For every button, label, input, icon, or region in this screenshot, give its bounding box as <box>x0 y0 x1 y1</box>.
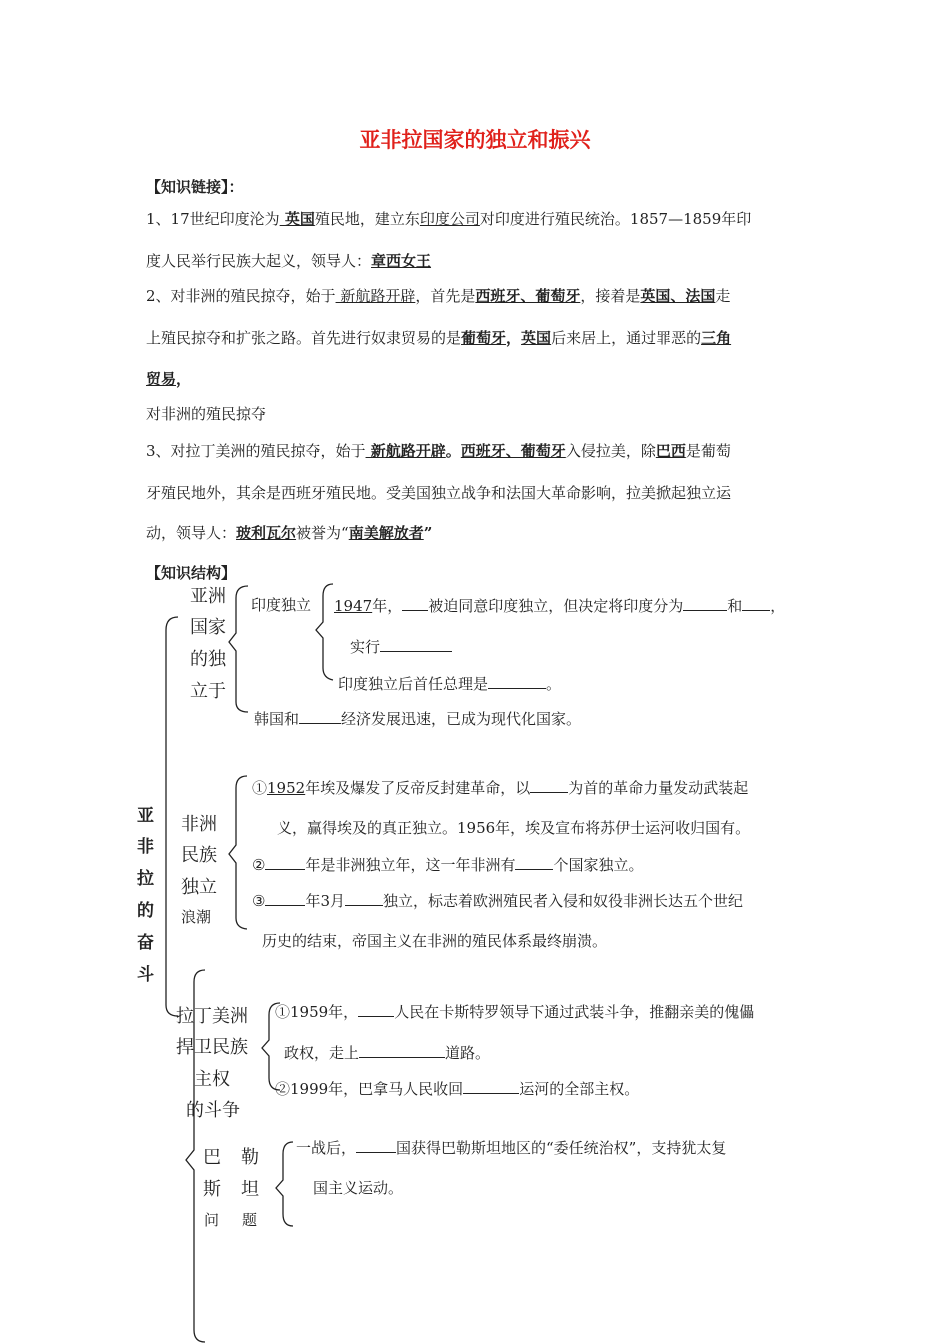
blank[interactable] <box>299 711 341 724</box>
africa-line-2: 义，赢得埃及的真正独立。1956年，埃及宣布将苏伊士运河收归国有。 <box>277 819 751 837</box>
paragraph-1-line-1: 1、17世纪印度沦为 英国殖民地，建立东印度公司对印度进行殖民统治。1857—1859年印 <box>146 210 752 228</box>
asia-bracket <box>229 586 248 712</box>
africa-label-line: 民族 <box>181 845 217 866</box>
africa-line-3: ② 年是非洲独立年，这一年非洲有 个国家独立。 <box>252 856 644 874</box>
paragraph-2-extra: 对非洲的殖民掠夺 <box>146 405 267 423</box>
palestine-line-2: 国主义运动。 <box>313 1179 404 1197</box>
africa-line-4: ③ 年3月 独立，标志着欧洲殖民者入侵和奴役非洲长达五个世纪 <box>252 892 744 910</box>
latin-label-line: 主权 <box>194 1069 230 1090</box>
blank[interactable] <box>488 676 546 689</box>
africa-label-line: 独立 <box>181 877 217 898</box>
asia-line-3: 印度独立后首任总理是 。 <box>338 675 562 693</box>
asia-label-line: 立于 <box>190 681 226 702</box>
africa-line-1: ①1952年埃及爆发了反帝反封建革命，以 为首的革命力量发动武装起 <box>252 779 749 797</box>
palestine-label-char: 勒 <box>241 1147 259 1168</box>
asia-label-line: 国家 <box>190 617 226 638</box>
vertical-title-clip <box>132 952 162 985</box>
paragraph-1-line-2: 度人民举行民族大起义，领导人：章西女王 <box>146 252 432 270</box>
paragraph-2-line-2: 上殖民掠夺和扩张之路。首先进行奴隶贸易的是葡萄牙，英国后来居上，通过罪恶的三角 <box>146 329 732 347</box>
blank[interactable] <box>530 780 568 793</box>
vertical-title-char: 亚 <box>137 806 154 826</box>
vertical-title-char: 拉 <box>137 869 154 889</box>
palestine-label-char: 坦 <box>241 1179 259 1200</box>
vertical-title-char: 奋 <box>137 933 154 953</box>
paragraph-3-line-1: 3、对拉丁美洲的殖民掠夺，始于 新航路开辟。西班牙、葡萄牙入侵拉美，除巴西是葡萄 <box>146 442 731 460</box>
latin-line-2: 政权，走上 道路。 <box>284 1044 491 1062</box>
main-bracket <box>166 617 178 1016</box>
knowledge-link-heading: 【知识链接】： <box>146 178 244 196</box>
africa-line-5: 历史的结束，帝国主义在非洲的殖民体系最终崩溃。 <box>262 932 608 950</box>
blank[interactable] <box>345 893 383 906</box>
africa-label-line: 浪潮 <box>181 908 212 926</box>
latin-line-1: ①1959年， 人民在卡斯特罗领导下通过武装斗争，推翻亲美的傀儡 <box>275 1003 755 1021</box>
palestine-bracket <box>276 1142 293 1226</box>
page-title: 亚非拉国家的独立和振兴 <box>359 127 591 152</box>
knowledge-structure-heading: 【知识结构】 <box>146 564 237 582</box>
asia-line-1: 1947年， 被迫同意印度独立，但决定将印度分为 和 ， <box>334 597 786 615</box>
latin-line-3: ②1999年，巴拿马人民收回 运河的全部主权。 <box>275 1080 640 1098</box>
asia-label-line: 的独 <box>190 649 226 670</box>
blank[interactable] <box>515 857 553 870</box>
vertical-title-char: 非 <box>137 837 154 857</box>
blank[interactable] <box>265 857 305 870</box>
palestine-line-1: 一战后， 国获得巴勒斯坦地区的“委任统治权”，支持犹太复 <box>296 1139 727 1157</box>
blank[interactable] <box>356 1140 396 1153</box>
blank[interactable] <box>380 639 452 652</box>
paragraph-2-line-3: 贸易， <box>146 370 192 388</box>
latin-label-line: 捍卫民族 <box>176 1037 248 1058</box>
palestine-label-char: 巴 <box>203 1147 221 1168</box>
blank[interactable] <box>265 893 305 906</box>
latin-label-line: 拉丁美洲 <box>176 1006 248 1027</box>
asia-line-4: 韩国和 经济发展迅速，已成为现代化国家。 <box>254 710 582 728</box>
blank[interactable] <box>402 598 428 611</box>
africa-bracket <box>229 776 247 929</box>
africa-label-line: 非洲 <box>181 814 217 835</box>
paragraph-2-line-1: 2、对非洲的殖民掠夺，始于 新航路开辟，首先是西班牙、葡萄牙，接着是英国、法国走 <box>146 287 731 305</box>
palestine-label-char: 问 <box>204 1211 220 1229</box>
asia-label-line: 亚洲 <box>190 586 226 607</box>
asia-line-2: 实行 <box>350 639 452 655</box>
paragraph-3-line-3: 动，领导人：玻利瓦尔被誉为“南美解放者” <box>146 524 433 542</box>
vertical-title-char: 的 <box>137 901 154 921</box>
blank[interactable] <box>742 598 770 611</box>
paragraph-3-line-2: 牙殖民地外，其余是西班牙殖民地。受美国独立战争和法国大革命影响，拉美掀起独立运 <box>146 484 732 502</box>
blank[interactable] <box>463 1081 519 1094</box>
blank[interactable] <box>683 598 727 611</box>
latin-label-line: 的斗争 <box>186 1100 240 1121</box>
palestine-label-char: 题 <box>242 1211 258 1229</box>
vertical-title-char: 斗 <box>137 965 154 985</box>
india-independence-label: 印度独立 <box>251 596 312 614</box>
blank[interactable] <box>358 1004 394 1017</box>
blank[interactable] <box>359 1045 445 1058</box>
palestine-label-char: 斯 <box>203 1179 221 1200</box>
india-bracket <box>316 584 333 680</box>
